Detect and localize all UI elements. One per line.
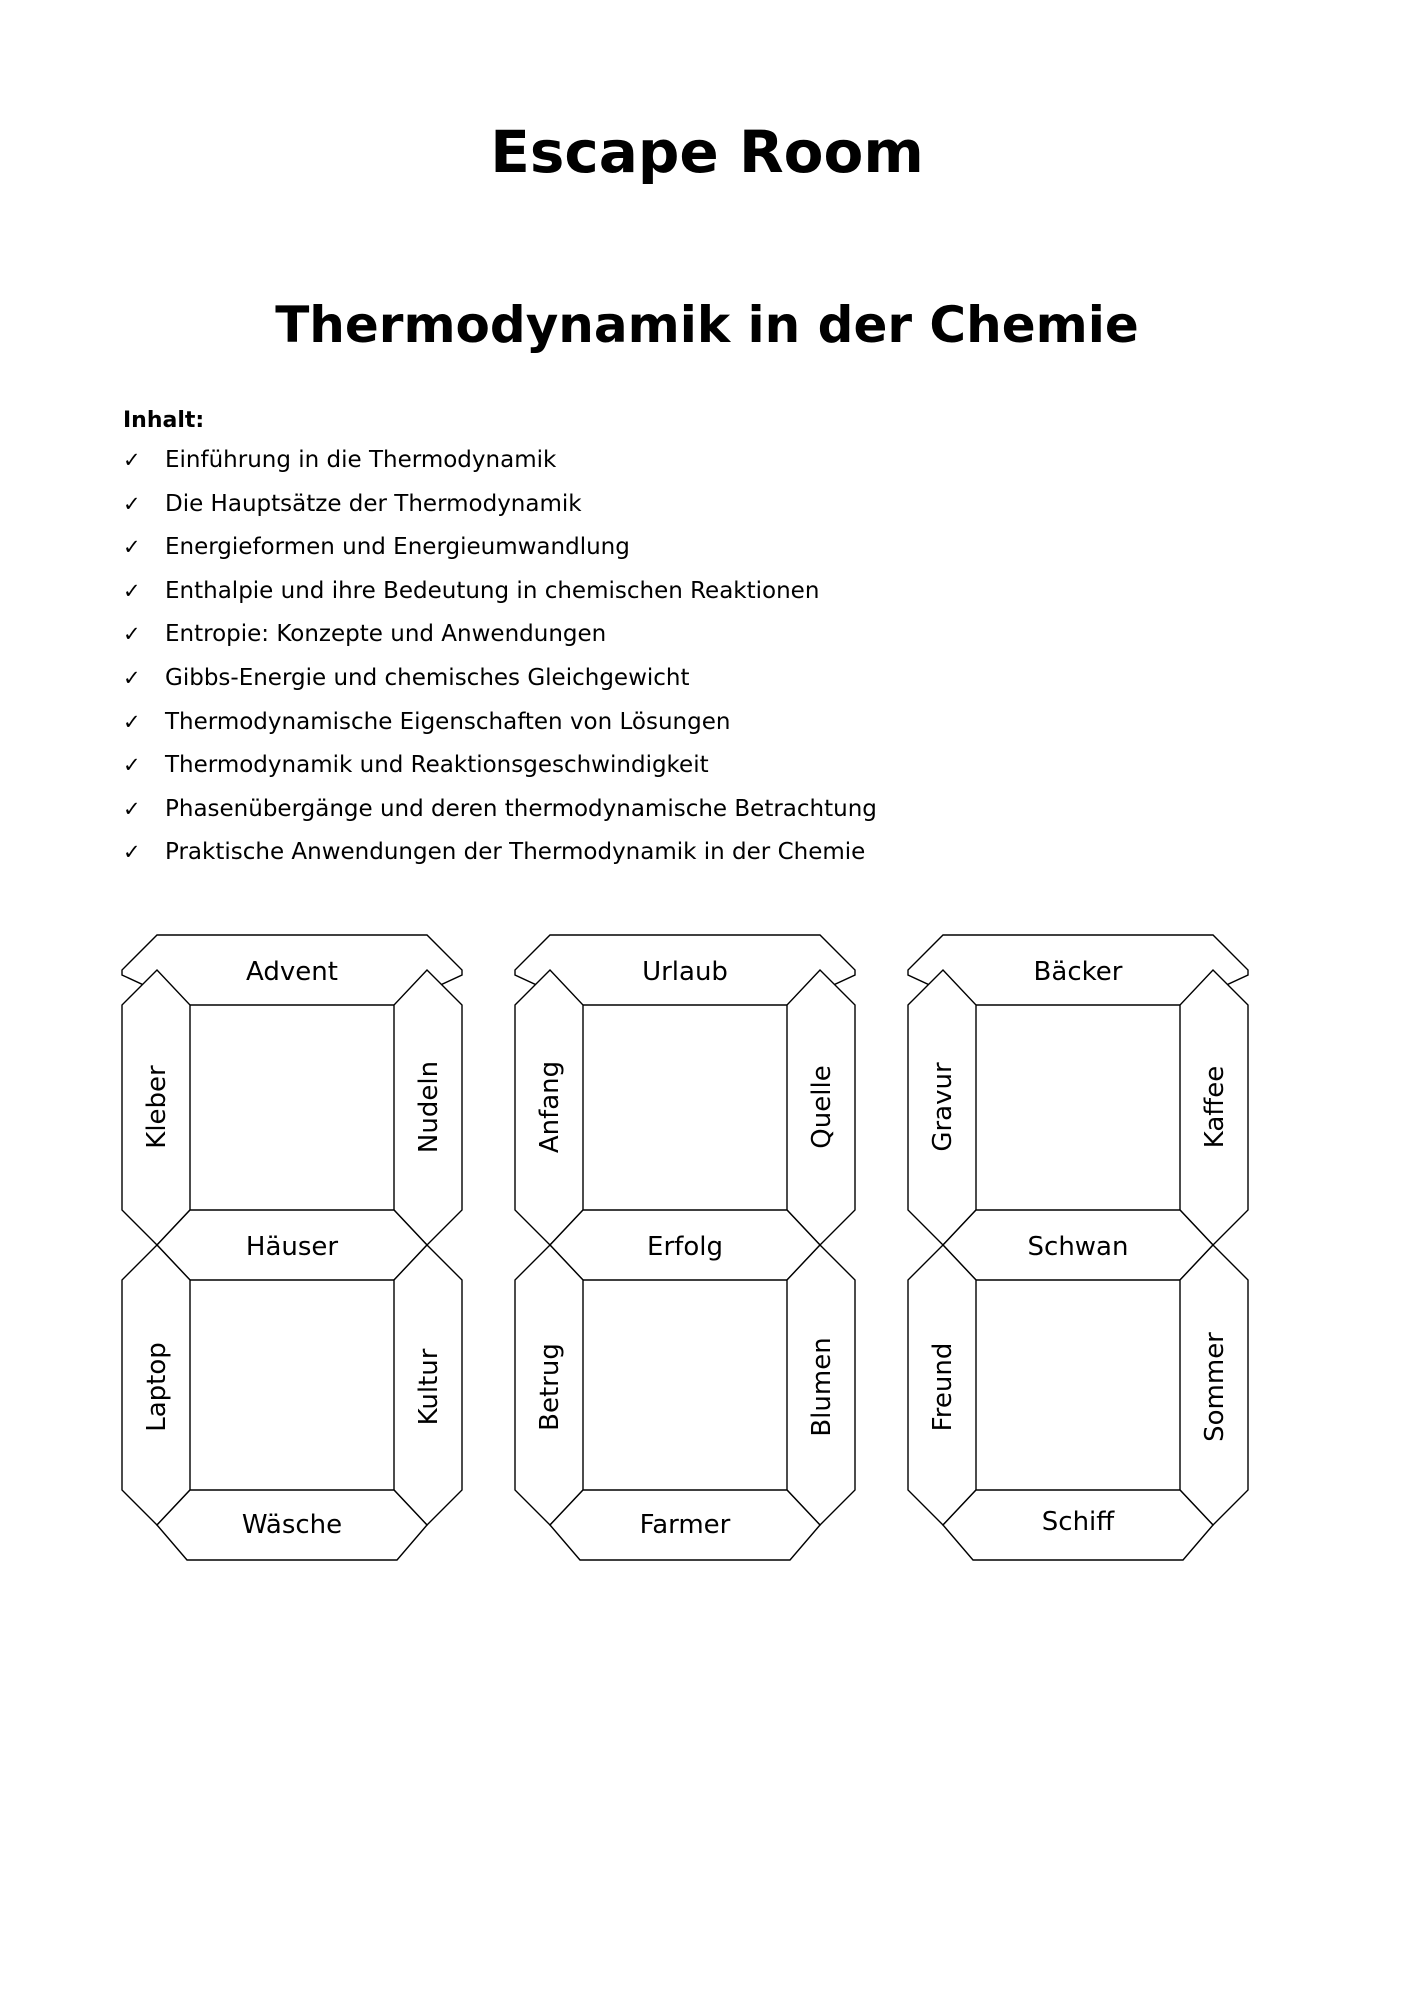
segment-top-right-label: Kaffee	[1200, 1065, 1230, 1149]
list-item	[123, 788, 877, 832]
checkmark-icon: ✓	[123, 491, 141, 516]
segment-bottom-left-label: Betrug	[535, 1343, 565, 1431]
list-item-text: Energieformen und Energieumwandlung	[165, 534, 630, 561]
list-item	[123, 701, 877, 745]
seven-segment-digit-1	[122, 935, 462, 1565]
segment-top-right-label: Nudeln	[414, 1060, 444, 1154]
segment-bottom-label: Schiff	[1041, 1507, 1115, 1537]
segment-bottom-right-label: Kultur	[414, 1348, 444, 1426]
page-subtitle: Thermodynamik in der Chemie	[275, 296, 1139, 354]
checkmark-icon: ✓	[123, 796, 141, 821]
list-item-text: Einführung in die Thermodynamik	[165, 447, 557, 473]
list-item	[123, 483, 877, 527]
segment-top-right-label: Quelle	[807, 1065, 837, 1149]
segment-bottom-right-label: Blumen	[807, 1337, 837, 1437]
checkmark-icon: ✓	[123, 709, 141, 734]
list-item	[123, 657, 877, 701]
seven-segment-graphic	[122, 935, 462, 1565]
list-item-text: Die Hauptsätze der Thermodynamik	[165, 490, 582, 517]
seven-segment-graphic	[515, 935, 855, 1565]
segment-top-left-label: Gravur	[928, 1062, 958, 1152]
list-item-text: Thermodynamik und Reaktionsgeschwindigkeit	[165, 752, 709, 779]
segment-top-label: Advent	[246, 957, 338, 987]
segment-middle-label: Erfolg	[647, 1232, 723, 1262]
list-item-text: Thermodynamische Eigenschaften von Lösungen	[165, 708, 731, 735]
seven-segment-digit-3	[908, 935, 1248, 1565]
segment-top-label: Bäcker	[1033, 957, 1123, 987]
seven-segment-graphic	[908, 935, 1248, 1565]
list-item	[123, 570, 877, 614]
segment-top-left-label: Anfang	[535, 1060, 565, 1154]
list-item-text: Entropie: Konzepte und Anwendungen	[165, 621, 607, 648]
segment-bottom-label: Wäsche	[241, 1510, 343, 1540]
segment-bottom-left-label: Freund	[928, 1342, 958, 1432]
checkmark-icon: ✓	[123, 448, 141, 472]
contents-section	[123, 408, 877, 875]
contents-heading: Inhalt:	[123, 408, 205, 433]
list-item	[123, 831, 877, 875]
page-title: Escape Room	[490, 118, 924, 186]
list-item	[123, 744, 877, 788]
checkmark-icon: ✓	[123, 622, 141, 647]
list-item-text: Gibbs-Energie und chemisches Gleichgewicht	[165, 664, 690, 691]
list-item	[123, 439, 877, 483]
segment-middle-label: Schwan	[1027, 1232, 1129, 1262]
list-item-text: Enthalpie und ihre Bedeutung in chemischen Reaktionen	[165, 577, 820, 604]
segment-bottom-label: Farmer	[639, 1510, 731, 1540]
segment-top-left-label: Kleber	[142, 1065, 172, 1149]
segment-bottom-left-label: Laptop	[142, 1342, 172, 1432]
checkmark-icon: ✓	[123, 840, 141, 865]
list-item	[123, 526, 877, 570]
contents-list	[123, 439, 877, 875]
list-item-text: Praktische Anwendungen der Thermodynamik in der Chemie	[165, 839, 866, 866]
segment-bottom-right-label: Sommer	[1200, 1332, 1230, 1442]
checkmark-icon: ✓	[123, 535, 141, 560]
segment-middle-label: Häuser	[245, 1232, 339, 1262]
checkmark-icon: ✓	[123, 578, 141, 603]
seven-segment-digit-2	[515, 935, 855, 1565]
list-item	[123, 613, 877, 657]
checkmark-icon: ✓	[123, 753, 141, 778]
segment-top-label: Urlaub	[642, 957, 728, 987]
list-item-text: Phasenübergänge und deren thermodynamische Betrachtung	[165, 795, 877, 822]
checkmark-icon: ✓	[123, 665, 141, 690]
